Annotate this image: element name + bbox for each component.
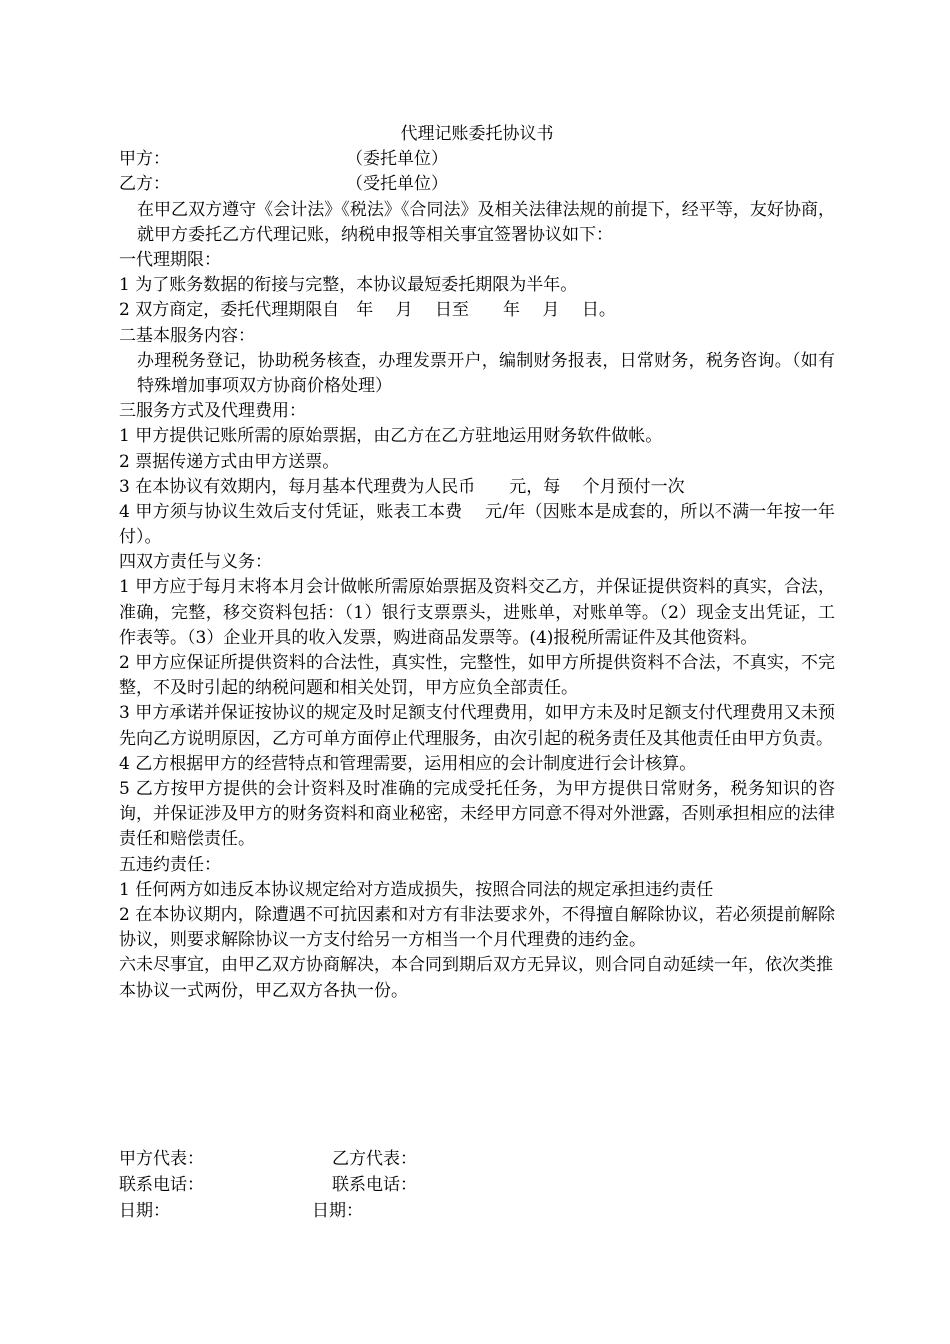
section-3-heading: 三服务方式及代理费用： (119, 401, 306, 422)
section-4-clause-4: 4 乙方根据甲方的经营特点和管理需要，运用相应的会计制度进行会计核算。 (119, 753, 697, 774)
section-1-heading: 一代理期限： (119, 249, 221, 270)
section-3-clause-2: 2 票据传递方式由甲方送票。 (119, 451, 340, 472)
party-b-representative: 乙方代表： (332, 1149, 417, 1169)
signature-row-rep (119, 1146, 835, 1172)
party-a-line (119, 147, 835, 172)
signature-row-date (119, 1198, 835, 1224)
section-1-clause-1: 1 为了账务数据的衔接与完整，本协议最短委托期限为半年。 (119, 275, 578, 296)
party-b-line (119, 172, 835, 197)
party-b-label: 乙方： (119, 174, 170, 195)
section-3-clause-1: 1 甲方提供记账所需的原始票据，由乙方在乙方驻地运用财务软件做帐。 (119, 426, 663, 447)
signature-row-phone (119, 1172, 835, 1198)
section-3-clause-3: 3 在本协议有效期内，每月基本代理费为人民币 元，每 个月预付一次 (119, 476, 685, 497)
party-b-date: 日期： (312, 1201, 363, 1221)
section-5-clause-1: 1 任何两方如违反本协议规定给对方造成损失，按照合同法的规定承担违约责任 (119, 879, 714, 900)
section-5-heading: 五违约责任： (119, 854, 221, 875)
section-4-heading: 四双方责任与义务： (119, 552, 272, 573)
party-a-representative: 甲方代表： (119, 1149, 204, 1169)
party-b-note: （受托单位） (346, 174, 448, 195)
signature-block (119, 1146, 835, 1224)
party-a-note: （委托单位） (346, 149, 448, 170)
section-4-clause-3: 3 甲方承诺并保证按协议的规定及时足额支付代理费用，如甲方未及时足额支付代理费用又未预先向乙方说明原因，乙方可单方面停止代理服务，由次引起的税务责任及其他责任由甲方负责。 (119, 703, 835, 749)
section-2-paragraph: 办理税务登记，协助税务核查，办理发票开户，编制财务报表，日常财务，税务咨询。（如有特殊增加事项双方协商价格处理） (137, 350, 835, 396)
section-4-clause-1: 1 甲方应于每月末将本月会计做帐所需原始票据及资料交乙方，并保证提供资料的真实，合法，准确，完整，移交资料包括：（1）银行支票票头，进账单，对账单等。（2）现金支出凭证，工作表等。（3）企业开具的收入发票，购进商品发票等。(4)报税所需证件及其他资料。 (119, 577, 835, 648)
section-4-clause-2: 2 甲方应保证所提供资料的合法性，真实性，完整性，如甲方所提供资料不合法，不真实，不完整，不及时引起的纳税问题和相关处罚，甲方应负全部责任。 (119, 653, 835, 699)
section-1-clause-2: 2 双方商定，委托代理期限自 年 月 日至 年 月 日。 (119, 300, 616, 321)
party-a-date: 日期： (119, 1201, 170, 1221)
section-6-paragraph: 六未尽事宜，由甲乙双方协商解决，本合同到期后双方无异议，则合同自动延续一年，依次类推 (119, 955, 833, 976)
document-page (119, 122, 835, 1004)
section-4-clause-5: 5 乙方按甲方提供的会计资料及时准确的完成受托任务，为甲方提供日常财务，税务知识的咨询，并保证涉及甲方的财务资料和商业秘密，未经甲方同意不得对外泄露，否则承担相应的法律责任和赔偿责任。 (119, 779, 835, 850)
preamble-paragraph: 在甲乙双方遵守《会计法》《税法》《合同法》及相关法律法规的前提下，经平等，友好协商，就甲方委托乙方代理记账，纳税申报等相关事宜签署协议如下： (137, 199, 835, 245)
section-5-clause-2: 2 在本协议期内，除遭遇不可抗因素和对方有非法要求外，不得擅自解除协议，若必须提前解除协议，则要求解除协议一方支付给另一方相当一个月代理费的违约金。 (119, 905, 835, 951)
document-title: 代理记账委托协议书 (400, 124, 554, 144)
party-b-phone: 联系电话： (332, 1175, 417, 1195)
party-a-phone: 联系电话： (119, 1175, 204, 1195)
closing-statement: 本协议一式两份，甲乙双方各执一份。 (119, 980, 408, 1001)
section-3-clause-4: 4 甲方须与协议生效后支付凭证，账表工本费 元/年（因账本是成套的，所以不满一年按一年付）。 (119, 501, 835, 548)
section-2-heading: 二基本服务内容： (119, 325, 255, 346)
party-a-label: 甲方： (119, 149, 170, 170)
